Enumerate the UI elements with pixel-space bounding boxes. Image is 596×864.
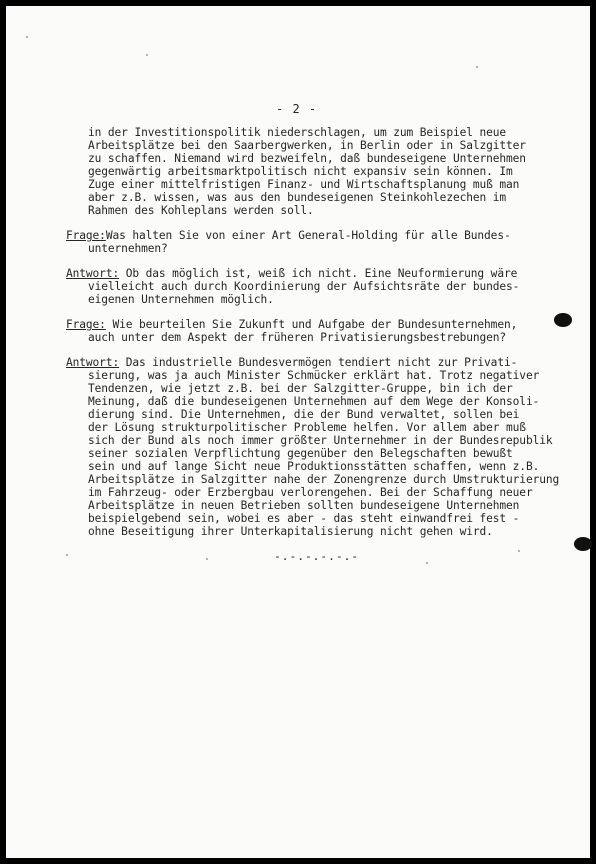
text-line: eigenen Unternehmen möglich. bbox=[88, 293, 274, 306]
page-number: - 2 - bbox=[276, 102, 318, 116]
text-line: Zuge einer mittelfristigen Finanz- und Wirtschaftsplanung muß man bbox=[88, 178, 520, 191]
text-line: beispielgebend sein, wobei es aber - das steht einwandfrei fest - bbox=[88, 512, 520, 525]
text-line: sich der Bund als noch immer größter Unternehmer in der Bundesrepublik bbox=[88, 434, 553, 447]
text-line: der Lösung strukturpolitischer Probleme helfen. Vor allem aber muß bbox=[88, 421, 526, 434]
document-page bbox=[6, 6, 590, 858]
answer-2 bbox=[66, 356, 586, 538]
question-2 bbox=[66, 318, 586, 344]
scan-speck bbox=[518, 550, 520, 552]
scan-speck bbox=[146, 54, 148, 56]
text-line: vielleicht auch durch Koordinierung der Aufsichtsräte der bundes- bbox=[88, 280, 520, 293]
text-line: sein und auf lange Sicht neue Produktionsstätten schaffen, wenn z.B. bbox=[88, 460, 540, 473]
text-line: seiner sozialen Verpflichtung gegenüber den Belegschaften bewußt bbox=[88, 447, 513, 460]
text-line: Tendenzen, wie jetzt z.B. bei der Salzgitter-Gruppe, bin ich der bbox=[88, 382, 513, 395]
text-line: Rahmen des Kohleplans werden soll. bbox=[88, 204, 314, 217]
text-line: dierung sind. Die Unternehmen, die der Bund verwaltet, sollen bei bbox=[88, 408, 520, 421]
question-label: Frage: bbox=[66, 318, 106, 331]
scan-speck bbox=[66, 554, 68, 556]
question-text: Wie beurteilen Sie Zukunft und Aufgabe der Bundesunternehmen, bbox=[105, 318, 518, 331]
ink-blot bbox=[554, 313, 572, 327]
answer-label: Antwort: bbox=[66, 356, 120, 369]
text-line: Arbeitsplätze bei den Saarbergwerken, in Berlin oder in Salzgitter bbox=[88, 139, 526, 152]
scan-speck bbox=[26, 36, 28, 38]
text-line: auch unter dem Aspekt der früheren Privatisierungsbestrebungen? bbox=[88, 331, 507, 344]
answer-1 bbox=[66, 267, 586, 306]
text-line: ohne Beseitigung ihrer Unterkapitalisierung nicht gehen wird. bbox=[88, 525, 493, 538]
intro-paragraph bbox=[66, 126, 586, 217]
text-line: Arbeitsplätze in neuen Betrieben sollten bundeseigene Unternehmen bbox=[88, 499, 520, 512]
answer-label: Antwort: bbox=[66, 267, 120, 280]
answer-text: Ob das möglich ist, weiß ich nicht. Eine Neuformierung wäre bbox=[119, 267, 518, 280]
scan-speck bbox=[476, 66, 478, 68]
text-line: zu schaffen. Niemand wird bezweifeln, daß bundeseigene Unternehmen bbox=[88, 152, 526, 165]
section-separator: -.-.-.-.-.- bbox=[274, 550, 360, 563]
text-line: in der Investitionspolitik niederschlagen, um zum Beispiel neue bbox=[88, 126, 507, 139]
text-line: Arbeitsplätze in Salzgitter nahe der Zonengrenze durch Umstrukturierung bbox=[88, 473, 560, 486]
text-line: im Fahrzeug- oder Erzbergbau verlorengehen. Bei der Schaffung neuer bbox=[88, 486, 533, 499]
text-line: Meinung, daß die bundeseigenen Unternehmen auf dem Wege der Konsoli- bbox=[88, 395, 540, 408]
ink-blot bbox=[574, 537, 592, 551]
text-line: aber z.B. wissen, was aus den bundeseigenen Steinkohlezechen im bbox=[88, 191, 507, 204]
document-body bbox=[66, 126, 586, 563]
text-line: unternehmen? bbox=[88, 242, 168, 255]
question-1 bbox=[66, 229, 586, 255]
text-line: gegenwärtig arbeitsmarktpolitisch nicht expansiv sein können. Im bbox=[88, 165, 513, 178]
question-text: Was halten Sie von einer Art General-Holding für alle Bundes- bbox=[105, 229, 511, 242]
answer-text: Das industrielle Bundesvermögen tendiert nicht zur Privati- bbox=[119, 356, 518, 369]
scan-speck bbox=[426, 562, 428, 564]
text-line: sierung, was ja auch Minister Schmücker erklärt hat. Trotz negativer bbox=[88, 369, 540, 382]
question-label: Frage: bbox=[66, 229, 106, 242]
scan-speck bbox=[206, 558, 208, 560]
